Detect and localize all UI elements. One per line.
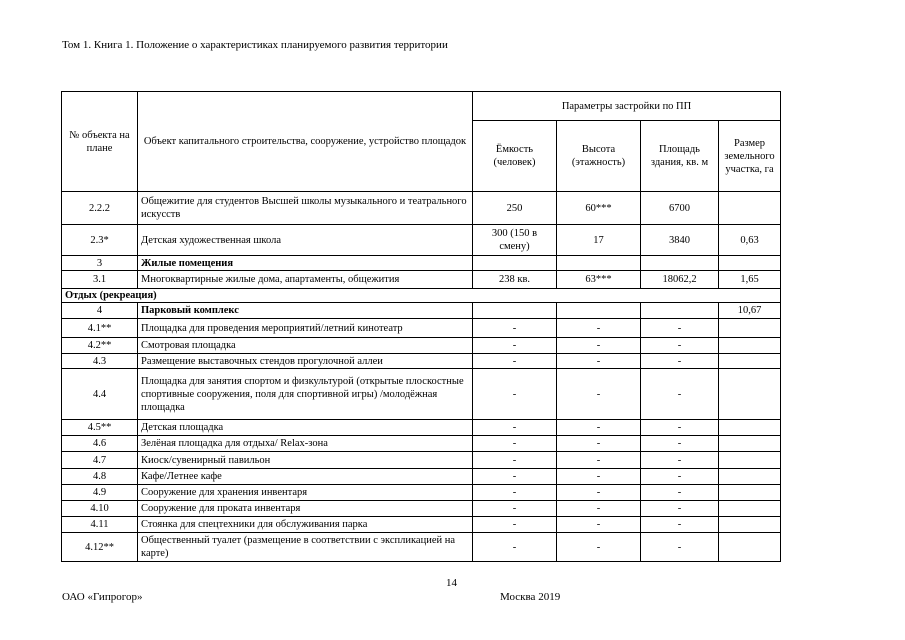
cell-height: 17	[557, 225, 641, 256]
cell-land	[719, 420, 781, 436]
cell-num: 4.5**	[62, 420, 138, 436]
cell-land	[719, 533, 781, 562]
cell-area: -	[641, 452, 719, 469]
cell-num: 2.2.2	[62, 192, 138, 225]
cell-num: 4.6	[62, 436, 138, 452]
cell-name: Сооружение для хранения инвентаря	[138, 485, 473, 501]
cell-land	[719, 485, 781, 501]
cell-area: -	[641, 533, 719, 562]
header-object: Объект капитального строительства, сооружение, устройство площадок	[138, 92, 473, 192]
cell-land	[719, 436, 781, 452]
cell-num: 4.8	[62, 469, 138, 485]
header-num: № объекта на плане	[62, 92, 138, 192]
cell-height: -	[557, 501, 641, 517]
table-row	[62, 501, 781, 517]
cell-capacity: -	[473, 517, 557, 533]
cell-height	[557, 256, 641, 271]
cell-num: 3.1	[62, 271, 138, 289]
cell-capacity: -	[473, 469, 557, 485]
cell-capacity: -	[473, 354, 557, 369]
cell-name: Зелёная площадка для отдыха/ Relax-зона	[138, 436, 473, 452]
table-row	[62, 192, 781, 225]
cell-num: 4.4	[62, 369, 138, 420]
cell-capacity	[473, 303, 557, 319]
cell-height: -	[557, 533, 641, 562]
cell-height: -	[557, 354, 641, 369]
cell-num: 4.1**	[62, 319, 138, 338]
table-row	[62, 319, 781, 338]
footer-city-year: Москва 2019	[500, 591, 561, 603]
cell-capacity: 250	[473, 192, 557, 225]
cell-name: Размещение выставочных стендов прогулочной аллеи	[138, 354, 473, 369]
cell-num: 4.12**	[62, 533, 138, 562]
cell-height: -	[557, 338, 641, 354]
section-row	[62, 289, 781, 303]
table-row	[62, 271, 781, 289]
cell-num: 4.9	[62, 485, 138, 501]
cell-area: -	[641, 469, 719, 485]
cell-name: Смотровая площадка	[138, 338, 473, 354]
cell-height: -	[557, 369, 641, 420]
table-row	[62, 420, 781, 436]
cell-height: 60***	[557, 192, 641, 225]
cell-height: -	[557, 319, 641, 338]
table-row	[62, 369, 781, 420]
cell-capacity: -	[473, 338, 557, 354]
cell-height: -	[557, 452, 641, 469]
cell-name: Детская площадка	[138, 420, 473, 436]
cell-num: 4.10	[62, 501, 138, 517]
page-number: 14	[446, 577, 457, 589]
cell-capacity: -	[473, 533, 557, 562]
cell-land	[719, 452, 781, 469]
cell-num: 2.3*	[62, 225, 138, 256]
footer-organization: ОАО «Гипрогор»	[62, 591, 143, 603]
cell-height: 63***	[557, 271, 641, 289]
header-area: Площадь здания, кв. м	[641, 121, 719, 192]
parameters-table	[61, 91, 781, 562]
table-row	[62, 533, 781, 562]
header-params: Параметры застройки по ПП	[473, 92, 781, 121]
cell-area	[641, 256, 719, 271]
cell-land	[719, 354, 781, 369]
cell-name: Кафе/Летнее кафе	[138, 469, 473, 485]
cell-capacity: -	[473, 452, 557, 469]
cell-capacity: -	[473, 501, 557, 517]
header-land: Размер земельного участка, га	[719, 121, 781, 192]
cell-area	[641, 303, 719, 319]
table-row	[62, 256, 781, 271]
cell-num: 4.3	[62, 354, 138, 369]
cell-area: 6700	[641, 192, 719, 225]
cell-area: 18062,2	[641, 271, 719, 289]
cell-area: -	[641, 501, 719, 517]
cell-num: 4.11	[62, 517, 138, 533]
header-height: Высота (этажность)	[557, 121, 641, 192]
cell-name: Парковый комплекс	[138, 303, 473, 319]
cell-land	[719, 369, 781, 420]
cell-num: 4.7	[62, 452, 138, 469]
cell-name: Площадка для занятия спортом и физкультурой (открытые плоскостные спортивные сооружения, поля для спортивной игры) /молодёжная площадка	[138, 369, 473, 420]
section-title: Отдых (рекреация)	[62, 289, 781, 303]
cell-capacity: -	[473, 420, 557, 436]
cell-land	[719, 192, 781, 225]
cell-capacity: -	[473, 485, 557, 501]
table-row	[62, 225, 781, 256]
cell-area: -	[641, 436, 719, 452]
cell-name: Многоквартирные жилые дома, апартаменты, общежития	[138, 271, 473, 289]
cell-name: Общественный туалет (размещение в соответствии с экспликацией на карте)	[138, 533, 473, 562]
cell-height: -	[557, 485, 641, 501]
page-header: Том 1. Книга 1. Положение о характеристиках планируемого развития территории	[62, 39, 448, 51]
cell-num: 4	[62, 303, 138, 319]
table-row	[62, 436, 781, 452]
cell-capacity: 300 (150 в смену)	[473, 225, 557, 256]
cell-name: Детская художественная школа	[138, 225, 473, 256]
cell-area: -	[641, 319, 719, 338]
cell-height: -	[557, 436, 641, 452]
cell-capacity: -	[473, 436, 557, 452]
table-row	[62, 485, 781, 501]
cell-capacity: -	[473, 369, 557, 420]
cell-land: 1,65	[719, 271, 781, 289]
table-row	[62, 303, 781, 319]
cell-land	[719, 338, 781, 354]
cell-capacity	[473, 256, 557, 271]
cell-name: Жилые помещения	[138, 256, 473, 271]
table-row	[62, 338, 781, 354]
cell-area: 3840	[641, 225, 719, 256]
cell-name: Сооружение для проката инвентаря	[138, 501, 473, 517]
cell-capacity: -	[473, 319, 557, 338]
cell-name: Киоск/сувенирный павильон	[138, 452, 473, 469]
cell-num: 4.2**	[62, 338, 138, 354]
cell-area: -	[641, 485, 719, 501]
cell-capacity: 238 кв.	[473, 271, 557, 289]
cell-area: -	[641, 354, 719, 369]
cell-height: -	[557, 517, 641, 533]
cell-area: -	[641, 420, 719, 436]
cell-land: 0,63	[719, 225, 781, 256]
cell-land	[719, 469, 781, 485]
table-row	[62, 517, 781, 533]
cell-land	[719, 256, 781, 271]
cell-name: Стоянка для спецтехники для обслуживания парка	[138, 517, 473, 533]
cell-land	[719, 319, 781, 338]
cell-name: Общежитие для студентов Высшей школы музыкального и театрального искусств	[138, 192, 473, 225]
cell-num: 3	[62, 256, 138, 271]
cell-land	[719, 517, 781, 533]
cell-area: -	[641, 338, 719, 354]
cell-name: Площадка для проведения мероприятий/летний кинотеатр	[138, 319, 473, 338]
cell-area: -	[641, 517, 719, 533]
cell-land	[719, 501, 781, 517]
table-row	[62, 354, 781, 369]
cell-height	[557, 303, 641, 319]
cell-height: -	[557, 469, 641, 485]
header-capacity: Ёмкость (человек)	[473, 121, 557, 192]
cell-land: 10,67	[719, 303, 781, 319]
cell-height: -	[557, 420, 641, 436]
table-row	[62, 452, 781, 469]
cell-area: -	[641, 369, 719, 420]
table-row	[62, 469, 781, 485]
